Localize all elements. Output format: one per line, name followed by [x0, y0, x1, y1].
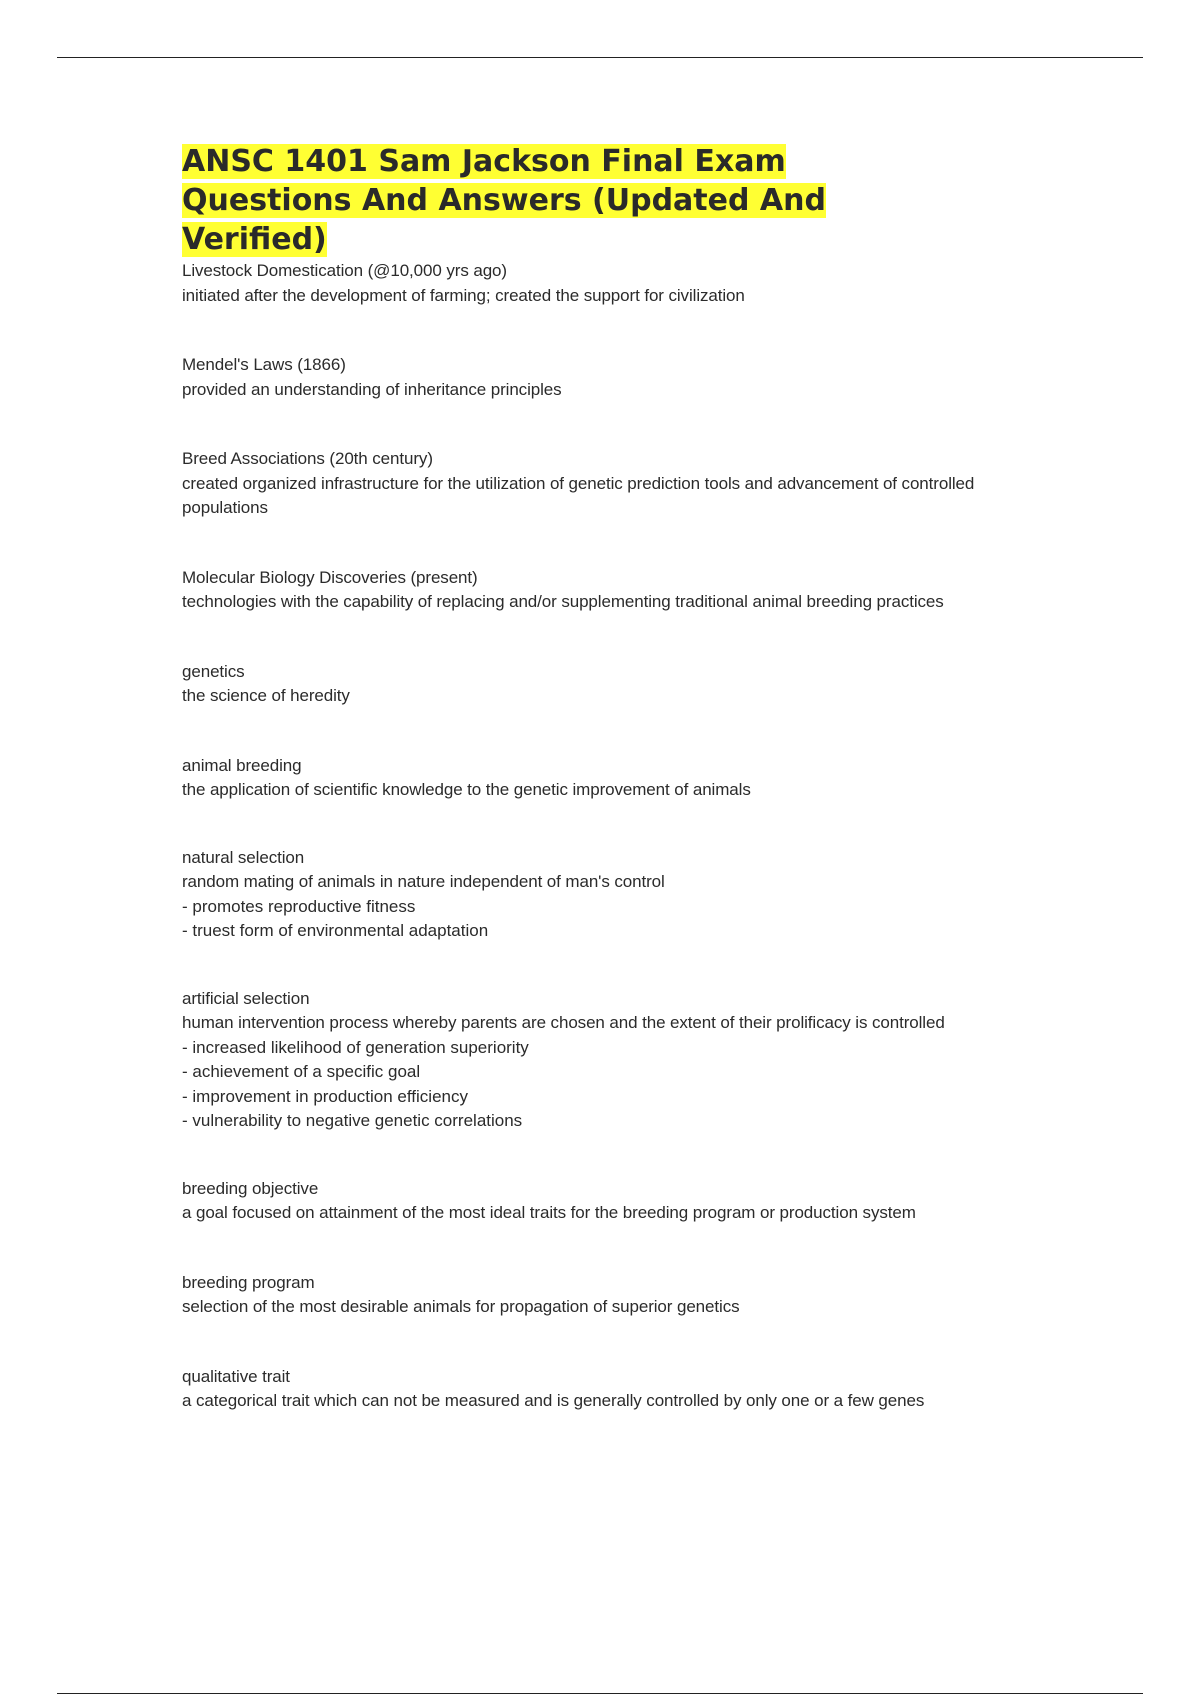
entry-term: qualitative trait: [182, 1366, 290, 1386]
entry-definition: provided an understanding of inheritance principles: [182, 379, 562, 399]
entry-definition: created organized infrastructure for the utilization of genetic prediction tools and advancement of controlled populations: [182, 473, 975, 517]
document-body: [182, 142, 1042, 1414]
flashcard-list: [182, 259, 1042, 1414]
entry-bullet-point: - achievement of a specific goal: [182, 1062, 421, 1081]
entry-term: animal breeding: [182, 755, 302, 775]
document-title: [182, 142, 902, 259]
flashcard-entry: [182, 660, 1042, 709]
flashcard-entry: [182, 846, 1042, 944]
flashcard-entry: [182, 447, 1042, 521]
page-top-rule: [57, 57, 1143, 58]
entry-definition: a goal focused on attainment of the most ideal traits for the breeding program or production system: [182, 1203, 916, 1222]
entry-term: artificial selection: [182, 988, 310, 1008]
flashcard-entry: [182, 259, 1042, 308]
entry-term: Livestock Domestication (@10,000 yrs ago): [182, 261, 507, 280]
entry-term: Mendel's Laws (1866): [182, 355, 346, 374]
entry-bullet-point: - promotes reproductive fitness: [182, 896, 416, 916]
entry-definition: a categorical trait which can not be measured and is generally controlled by only one or a few genes: [182, 1391, 925, 1410]
entry-term: natural selection: [182, 847, 305, 867]
flashcard-entry: [182, 754, 1042, 803]
entry-bullet-point: - truest form of environmental adaptation: [182, 921, 489, 940]
entry-bullet-point: - vulnerability to negative genetic correlations: [182, 1111, 523, 1130]
entry-definition: selection of the most desirable animals for propagation of superior genetics: [182, 1297, 740, 1316]
entry-bullet-point: - increased likelihood of generation superiority: [182, 1037, 529, 1057]
document-title-text: ANSC 1401 Sam Jackson Final Exam Questions And Answers (Updated And Verified): [182, 144, 826, 257]
entry-definition: technologies with the capability of replacing and/or supplementing traditional animal breeding practices: [182, 592, 944, 611]
entry-definition: the science of heredity: [182, 686, 350, 705]
flashcard-entry: [182, 353, 1042, 402]
entry-definition: initiated after the development of farming; created the support for civilization: [182, 285, 745, 305]
flashcard-entry: [182, 1365, 1042, 1414]
entry-definition: human intervention process whereby parents are chosen and the extent of their prolificacy is controlled: [182, 1013, 945, 1032]
entry-term: Breed Associations (20th century): [182, 449, 433, 468]
flashcard-entry: [182, 1271, 1042, 1320]
flashcard-entry: [182, 566, 1042, 615]
entry-bullet-point: - improvement in production efficiency: [182, 1086, 468, 1106]
entry-term: genetics: [182, 661, 245, 681]
flashcard-entry: [182, 1177, 1042, 1226]
entry-definition: random mating of animals in nature independent of man's control: [182, 872, 665, 891]
entry-definition: the application of scientific knowledge to the genetic improvement of animals: [182, 780, 751, 799]
flashcard-entry: [182, 987, 1042, 1134]
entry-term: breeding program: [182, 1272, 315, 1292]
page-bottom-rule: [57, 1693, 1143, 1694]
entry-term: breeding objective: [182, 1178, 319, 1198]
entry-term: Molecular Biology Discoveries (present): [182, 567, 478, 587]
